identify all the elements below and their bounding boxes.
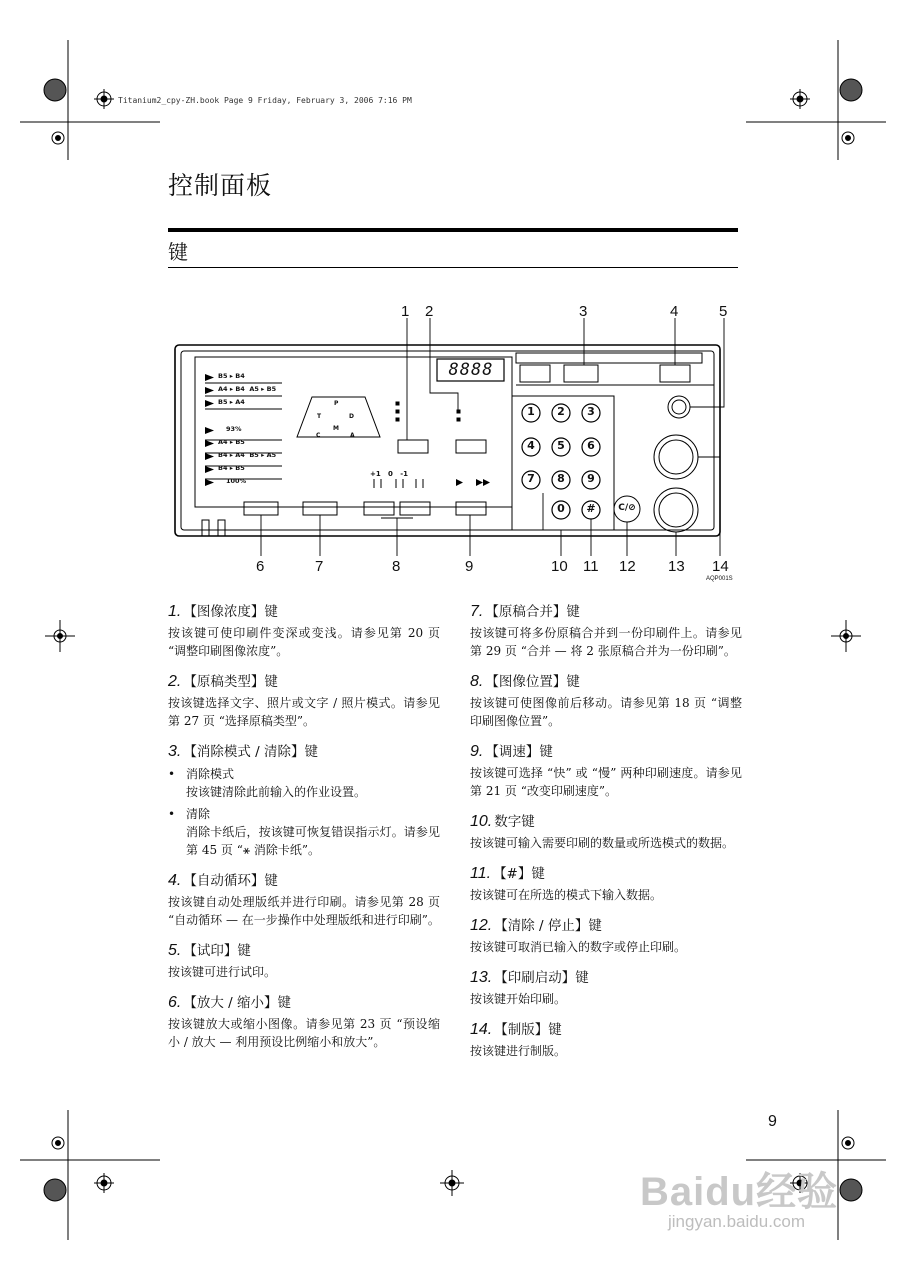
position-scale: +1 0 -1 <box>370 470 409 478</box>
item-number: 1. <box>168 603 182 620</box>
item-title: 【原稿类型】键 <box>183 674 278 690</box>
original-type-m: M <box>333 425 339 432</box>
item-proof <box>168 939 440 981</box>
callout-3: 3 <box>579 303 588 320</box>
bullet-head: 清除 <box>186 807 211 821</box>
item-title: 【制版】键 <box>494 1022 562 1038</box>
callout-6: 6 <box>256 558 265 575</box>
callout-11: 11 <box>583 558 599 575</box>
callout-1: 1 <box>401 303 410 320</box>
item-title: 【消除模式 / 清除】键 <box>183 744 318 760</box>
bullet-head: 消除模式 <box>186 767 235 781</box>
callout-8: 8 <box>392 558 401 575</box>
clear-stop-key-label: C/⊘ <box>618 503 636 513</box>
item-clear-modes <box>168 740 440 859</box>
item-title: 【印刷启动】键 <box>494 970 589 986</box>
watermark-url: jingyan.baidu.com <box>668 1212 806 1231</box>
callout-12: 12 <box>619 558 636 575</box>
item-body: 按该键可输入需要印刷的数量或所选模式的数据。 <box>470 836 735 850</box>
original-type-a: A <box>350 432 355 439</box>
item-number: 5. <box>168 942 182 959</box>
item-number: 4. <box>168 872 182 889</box>
item-body: 按该键可使印刷件变深或变浅。请参见第 20 页 “调整印刷图像浓度”。 <box>168 626 440 658</box>
original-type-d: D <box>349 413 354 420</box>
ratio-label-8: 100% <box>226 477 247 485</box>
section-title: 键 <box>168 240 188 264</box>
item-title: 数字键 <box>494 814 535 830</box>
watermark-logo: Baidu经验 <box>640 1170 839 1214</box>
item-title: 【原稿合并】键 <box>485 604 580 620</box>
bullet-clear <box>168 805 440 859</box>
item-number: 12. <box>470 917 493 934</box>
page-title: 控制面板 <box>168 171 273 200</box>
key-descriptions-right <box>470 600 742 1070</box>
ratio-label-6: B4 ▸ A4 B5 ▸ A5 <box>218 451 277 459</box>
item-body: 按该键可使图像前后移动。请参见第 18 页 “调整印刷图像位置”。 <box>470 696 742 728</box>
item-body: 按该键自动处理版纸并进行印刷。请参见第 28 页 “自动循环 — 在一步操作中处理版纸和进行印刷”。 <box>168 895 440 927</box>
callout-10: 10 <box>551 558 568 575</box>
item-speed <box>470 740 742 800</box>
item-body: 按该键放大或缩小图像。请参见第 23 页 “预设缩小 / 放大 — 利用预设比例缩小和放大”。 <box>168 1017 440 1049</box>
item-number: 9. <box>470 743 484 760</box>
key-descriptions-left <box>168 600 440 1061</box>
item-number: 13. <box>470 969 493 986</box>
keypad-key-1: 1 <box>527 405 535 418</box>
bullet-clear-modes <box>168 765 440 801</box>
item-body: 按该键进行制版。 <box>470 1044 567 1058</box>
item-number-keys <box>470 810 742 852</box>
item-clear-stop <box>470 914 742 956</box>
keypad-key-8: 8 <box>557 472 565 485</box>
item-number: 6. <box>168 994 182 1011</box>
item-title: 【调速】键 <box>485 744 553 760</box>
item-number: 8. <box>470 673 484 690</box>
item-print-start <box>470 966 742 1008</box>
keypad-key-7: 7 <box>527 472 535 485</box>
item-image-density <box>168 600 440 660</box>
callout-7: 7 <box>315 558 324 575</box>
item-number: 7. <box>470 603 484 620</box>
ratio-label-5: A4 ▸ B5 <box>218 438 245 446</box>
keypad-key-5: 5 <box>557 439 565 452</box>
item-number: 11. <box>470 865 492 882</box>
keypad-key-6: 6 <box>587 439 595 452</box>
figure-code: AQP001S <box>706 576 733 582</box>
item-title: 【自动循环】键 <box>183 873 278 889</box>
keypad-key-hash: # <box>586 502 596 515</box>
ratio-label-3: B5 ▸ A4 <box>218 398 245 406</box>
page-number: 9 <box>768 1113 777 1130</box>
original-type-p: P <box>334 400 339 407</box>
item-body: 按该键可取消已输入的数字或停止印刷。 <box>470 940 687 954</box>
counter-display: 8888 <box>448 360 494 380</box>
item-original-type <box>168 670 440 730</box>
item-combine <box>470 600 742 660</box>
item-master-making <box>470 1018 742 1060</box>
item-title: 【试印】键 <box>183 943 251 959</box>
keypad-key-0: 0 <box>557 502 565 515</box>
item-number: 2. <box>168 673 182 690</box>
item-title: 【#】键 <box>493 866 545 882</box>
item-image-position <box>470 670 742 730</box>
callout-4: 4 <box>670 303 679 320</box>
item-body: 按该键可在所选的模式下输入数据。 <box>470 888 663 902</box>
ratio-label-4: 93% <box>226 425 242 433</box>
callout-5: 5 <box>719 303 728 320</box>
original-type-t: T <box>317 413 322 420</box>
item-body: 按该键选择文字、照片或文字 / 照片模式。请参见第 27 页 “选择原稿类型”。 <box>168 696 440 728</box>
keypad-key-4: 4 <box>527 439 535 452</box>
ratio-label-7: B4 ▸ B5 <box>218 464 245 472</box>
bullet-text: 消除卡纸后，按该键可恢复错误指示灯。请参见第 45 页 “⚹ 消除卡纸”。 <box>186 825 440 857</box>
bullet-dot: • <box>168 767 176 781</box>
item-auto-cycle <box>168 869 440 929</box>
callout-9: 9 <box>465 558 474 575</box>
item-number: 3. <box>168 743 182 760</box>
keypad-key-3: 3 <box>587 405 595 418</box>
item-number: 10. <box>470 813 493 830</box>
ratio-label-2: A4 ▸ B4 A5 ▸ B5 <box>218 385 277 393</box>
item-hash-key <box>470 862 742 904</box>
book-header-line: Titanium2_cpy-ZH.book Page 9 Friday, February 3, 2006 7:16 PM <box>118 96 412 105</box>
item-title: 【图像浓度】键 <box>183 604 278 620</box>
item-body: 按该键可选择 “快” 或 “慢” 两种印刷速度。请参见第 21 页 “改变印刷速度”。 <box>470 766 742 798</box>
keypad-key-9: 9 <box>587 472 595 485</box>
bullet-dot: • <box>168 807 176 821</box>
keypad-key-2: 2 <box>557 405 565 418</box>
item-title: 【图像位置】键 <box>485 674 580 690</box>
original-type-c: C <box>316 432 321 439</box>
item-number: 14. <box>470 1021 493 1038</box>
item-title: 【放大 / 缩小】键 <box>183 995 291 1011</box>
item-enlarge-reduce <box>168 991 440 1051</box>
item-body: 按该键可进行试印。 <box>168 965 277 979</box>
callout-13: 13 <box>668 558 685 575</box>
control-panel-figure <box>0 0 906 600</box>
bullet-text: 按该键清除此前输入的作业设置。 <box>186 785 367 799</box>
item-title: 【清除 / 停止】键 <box>494 918 602 934</box>
callout-2: 2 <box>425 303 434 320</box>
ratio-label-1: B5 ▸ B4 <box>218 372 245 380</box>
item-body: 按该键开始印刷。 <box>470 992 567 1006</box>
callout-14: 14 <box>712 558 729 575</box>
item-body: 按该键可将多份原稿合并到一份印刷件上。请参见第 29 页 “合并 — 将 2 张原稿合并为一份印刷”。 <box>470 626 742 658</box>
